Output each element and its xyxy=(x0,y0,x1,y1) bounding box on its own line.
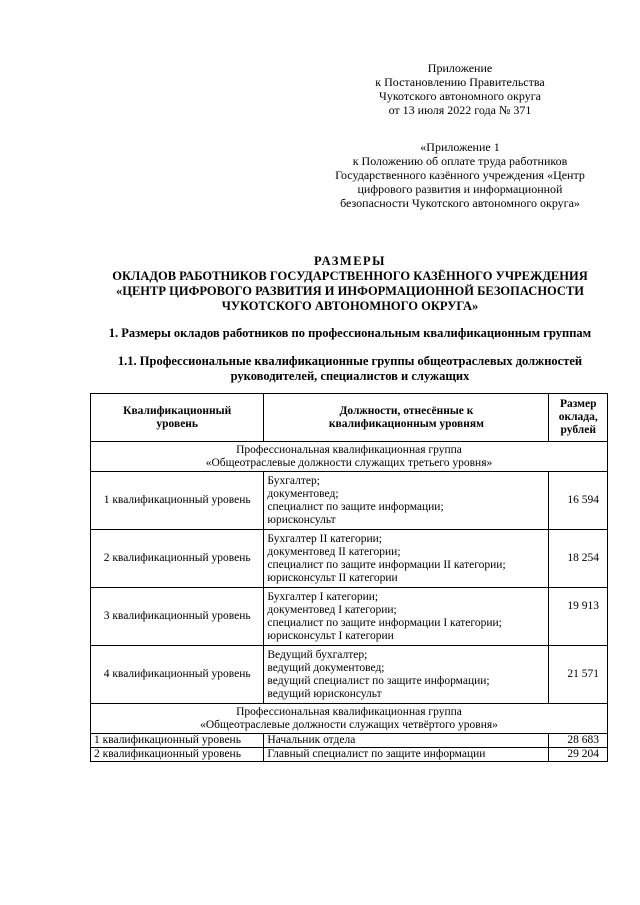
section-1-1-heading xyxy=(80,354,620,384)
position-line: документовед I категории; xyxy=(267,603,397,616)
table-row xyxy=(91,530,608,588)
annex-line: Чукотского автономного округа xyxy=(379,89,541,103)
position-line: Бухгалтер II категории; xyxy=(267,532,382,545)
annex-line: к Положению об оплате труда работников xyxy=(352,154,568,168)
annex-line: «Приложение 1 xyxy=(420,140,500,154)
level-cell: 1 квалификационный уровень xyxy=(91,472,264,530)
title-line: «ЦЕНТР ЦИФРОВОГО РАЗВИТИЯ И ИНФОРМАЦИОННОЙ БЕЗОПАСНОСТИ xyxy=(116,284,584,298)
positions-cell xyxy=(264,472,549,530)
table-row xyxy=(91,588,608,646)
position-line: документовед II категории; xyxy=(267,545,401,558)
position-line: юрисконсульт xyxy=(267,513,336,526)
annex-line: безопасности Чукотского автономного округа» xyxy=(340,196,580,210)
group-title-line: «Общеотраслевые должности служащих четвёртого уровня» xyxy=(200,718,498,731)
level-cell: 1 квалификационный уровень xyxy=(91,734,264,748)
position-line: Бухгалтер I категории; xyxy=(267,590,379,603)
group-title xyxy=(91,704,608,734)
position-line: специалист по защите информации I категории; xyxy=(267,616,502,629)
annex-line: Государственного казённого учреждения «Центр xyxy=(335,168,585,182)
title-line: ЧУКОТСКОГО АВТОНОМНОГО ОКРУГА» xyxy=(221,299,479,313)
annex-line: цифрового развития и информационной xyxy=(357,182,563,196)
header-text: оклада, xyxy=(558,411,598,423)
section-1-1-line: руководителей, специалистов и служащих xyxy=(230,369,470,383)
annex-header-2 xyxy=(318,140,602,210)
positions-cell xyxy=(264,530,549,588)
salary-cell: 19 913 xyxy=(549,588,608,646)
table-row xyxy=(91,734,608,748)
header-text: Квалификационный xyxy=(123,404,232,417)
document-title xyxy=(80,254,620,314)
group-title-line: Профессиональная квалификационная группа xyxy=(236,443,462,456)
header-text: Должности, отнесённые к xyxy=(339,404,474,417)
position-line: Начальник отдела xyxy=(267,734,356,746)
level-cell: 2 квалификационный уровень xyxy=(91,748,264,762)
annex-line: от 13 июля 2022 года № 371 xyxy=(388,103,532,117)
position-line: юрисконсульт II категории xyxy=(267,571,398,584)
section-1-1-line: 1.1. Профессиональные квалификационные группы общеотраслевых должностей xyxy=(117,354,583,368)
position-line: Главный специалист по защите информации xyxy=(267,748,486,760)
salary-table xyxy=(90,393,608,762)
position-line: Бухгалтер; xyxy=(267,474,320,487)
title-line: РАЗМЕРЫ xyxy=(314,254,386,268)
header-text: Размер xyxy=(559,398,597,410)
table-row xyxy=(91,472,608,530)
annex-line: Приложение xyxy=(427,61,493,75)
table-row xyxy=(91,748,608,762)
table-header-row xyxy=(91,394,608,442)
position-line: документовед; xyxy=(267,487,339,500)
group-row xyxy=(91,442,608,472)
title-line: ОКЛАДОВ РАБОТНИКОВ ГОСУДАРСТВЕННОГО КАЗЁННОГО УЧРЕЖДЕНИЯ xyxy=(112,269,588,283)
position-line: ведущий юрисконсульт xyxy=(267,687,382,700)
group-title-line: «Общеотраслевые должности служащих третьего уровня» xyxy=(205,456,493,469)
level-cell: 4 квалификационный уровень xyxy=(91,646,264,704)
position-line: специалист по защите информации II категории; xyxy=(267,558,506,571)
header-level xyxy=(91,394,264,442)
salary-cell: 28 683 xyxy=(549,734,608,748)
annex-header-1 xyxy=(320,61,600,117)
positions-cell xyxy=(264,734,549,748)
positions-cell xyxy=(264,588,549,646)
header-text: квалификационным уровням xyxy=(328,417,484,430)
position-line: юрисконсульт I категории xyxy=(267,629,394,642)
group-title xyxy=(91,442,608,472)
header-text: рублей xyxy=(560,424,596,436)
salary-cell: 21 571 xyxy=(549,646,608,704)
salary-cell: 29 204 xyxy=(549,748,608,762)
level-cell: 2 квалификационный уровень xyxy=(91,530,264,588)
position-line: Ведущий бухгалтер; xyxy=(267,648,368,661)
group-title-line: Профессиональная квалификационная группа xyxy=(236,705,462,718)
positions-cell xyxy=(264,748,549,762)
position-line: ведущий специалист по защите информации; xyxy=(267,674,490,687)
position-line: ведущий документовед; xyxy=(267,661,385,674)
header-text: уровень xyxy=(156,417,199,430)
salary-cell: 18 254 xyxy=(549,530,608,588)
group-row xyxy=(91,704,608,734)
position-line: специалист по защите информации; xyxy=(267,500,444,513)
salary-cell: 16 594 xyxy=(549,472,608,530)
section-1-heading: 1. Размеры окладов работников по профессиональным квалификационным группам xyxy=(108,326,592,340)
header-salary xyxy=(549,394,608,442)
level-cell: 3 квалификационный уровень xyxy=(91,588,264,646)
positions-cell xyxy=(264,646,549,704)
annex-line: к Постановлению Правительства xyxy=(375,75,545,89)
header-positions xyxy=(264,394,549,442)
table-row xyxy=(91,646,608,704)
